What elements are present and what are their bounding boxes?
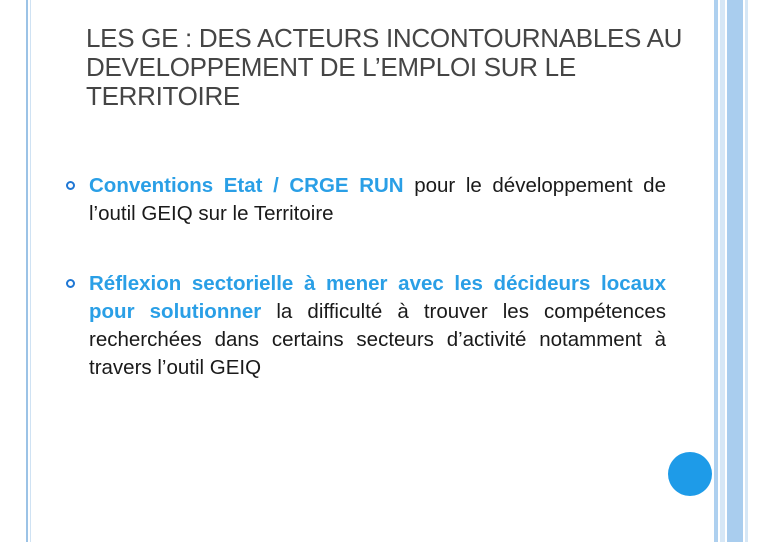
- circle-bullet-icon: [66, 279, 75, 288]
- bullet-list: [62, 172, 666, 382]
- bullet-highlight: Conventions Etat / CRGE RUN: [89, 174, 404, 197]
- bullet-text: la difficulté à trouver les compétences recherchées dans certains secteurs d’activité notamment à travers l’outil GEIQ: [89, 300, 666, 379]
- right-stripe: [727, 0, 743, 542]
- right-stripe: [720, 0, 725, 542]
- right-stripe: [745, 0, 748, 542]
- bullet-item: [62, 172, 666, 228]
- bullet-highlight: Réflexion sectorielle à mener avec les décideurs locaux pour solutionner: [89, 272, 666, 323]
- bullet-text: pour le développement de l’outil GEIQ sur le Territoire: [89, 174, 666, 225]
- left-border-line: [26, 0, 28, 542]
- slide-title: LES GE : DES ACTEURS INCONTOURNABLES AU DEVELOPPEMENT DE L’EMPLOI SUR LE TERRITOIRE: [86, 23, 683, 111]
- right-stripe: [714, 0, 718, 542]
- left-border-line-inner: [30, 0, 31, 542]
- bullet-item: [62, 270, 666, 382]
- decorative-circle-icon: [668, 452, 712, 496]
- circle-bullet-icon: [66, 181, 75, 190]
